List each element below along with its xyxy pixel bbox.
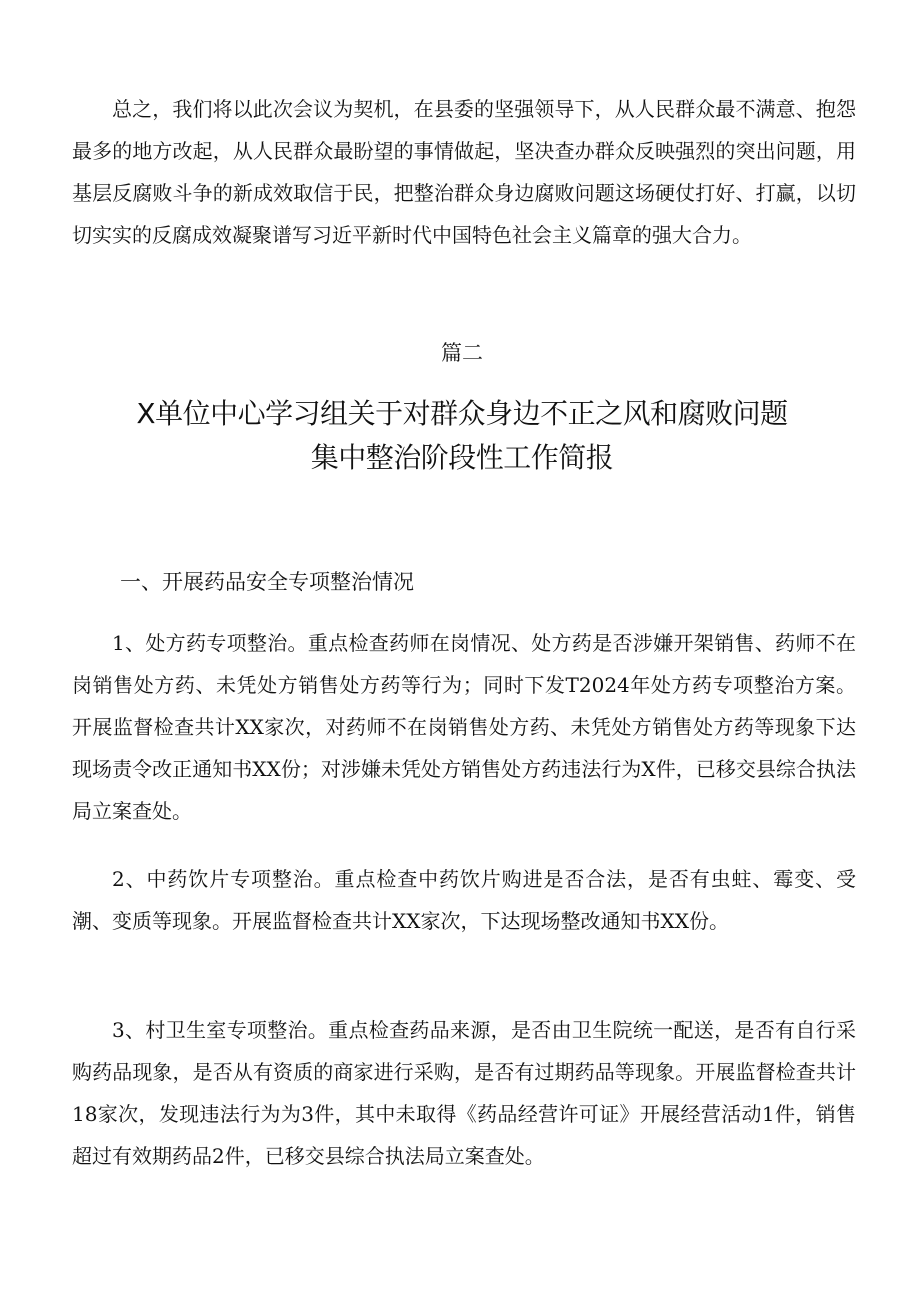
document-title xyxy=(72,392,852,480)
document-title-line-1: X单位中心学习组关于对群众身边不正之风和腐败问题 xyxy=(136,397,788,430)
section-heading-1: 一、开展药品安全专项整治情况 xyxy=(120,570,414,594)
document-title-line-2: 集中整治阶段性工作简报 xyxy=(310,441,614,474)
section-label: 篇二 xyxy=(441,341,483,365)
item-paragraph-1: 1、处方药专项整治。重点检查药师在岗情况、处方药是否涉嫌开架销售、药师不在岗销售处方药、未凭处方销售处方药等行为；同时下发T2024年处方药专项整治方案。开展监督检查共计XX家次，对药师不在岗销售处方药、未凭处方销售处方药等现象下达现场责令改正通知书XX份；对涉嫌未凭处方销售处方药违法行为X件，已移交县综合执法局立案查处。 xyxy=(72,631,856,823)
item-paragraph-2: 2、中药饮片专项整治。重点检查中药饮片购进是否合法，是否有虫蛀、霉变、受潮、变质等现象。开展监督检查共计XX家次，下达现场整改通知书XX份。 xyxy=(72,867,856,933)
conclusion-paragraph: 总之，我们将以此次会议为契机，在县委的坚强领导下，从人民群众最不满意、抱怨最多的地方改起，从人民群众最盼望的事情做起，坚决查办群众反映强烈的突出问题，用基层反腐败斗争的新成效取信于民，把整治群众身边腐败问题这场硬仗打好、打赢，以切切实实的反腐成效凝聚谱写习近平新时代中国特色社会主义篇章的强大合力。 xyxy=(72,97,856,247)
item-paragraph-3: 3、村卫生室专项整治。重点检查药品来源，是否由卫生院统一配送，是否有自行采购药品现象，是否从有资质的商家进行采购，是否有过期药品等现象。开展监督检查共计18家次，发现违法行为为3件，其中未取得《药品经营许可证》开展经营活动1件，销售超过有效期药品2件，已移交县综合执法局立案查处。 xyxy=(72,1018,856,1168)
